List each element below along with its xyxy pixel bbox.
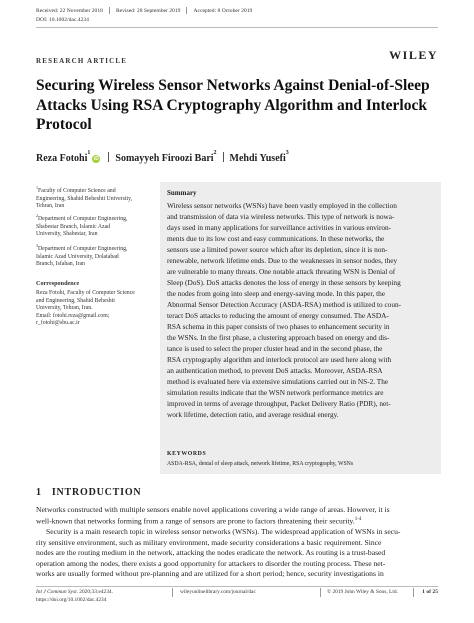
summary-line: improved in terms of average throughput, Packet Delivery Ratio (PDR), net- [167, 399, 391, 408]
affiliation-marker: 2 [213, 150, 217, 156]
body-line: Security is a main research topic in wireless sensor networks (WSNs). The widespread application of WSNs in secu- [46, 527, 401, 537]
journal-name: Int J Commun Syst. [36, 589, 78, 595]
affiliation-line: Branch, Isfahan, Iran [36, 261, 85, 268]
summary-line: are vulnerable to many threats. One notable attack threating WSN is Denial of [167, 267, 396, 276]
keywords-list: ASDA-RSA, denial of sleep attack, network lifetime, RSA cryptography, WSNs [167, 461, 354, 467]
affiliation [36, 184, 158, 211]
divider [186, 7, 187, 14]
summary-line: Wireless sensor networks (WSNs) have been vastly employed in the collection [167, 201, 397, 210]
section-number: 1 [36, 487, 42, 498]
keywords-heading: KEYWORDS [167, 451, 207, 457]
correspondence-email[interactable]: r_fotohi@sbu.ac.ir [36, 320, 80, 327]
affiliation-marker: 3 [36, 243, 38, 248]
summary-line: RSA cryptography algorithm and interlock protocol are used here along with [167, 355, 392, 364]
affiliation [36, 212, 158, 239]
affiliation-line: University, Shabestar, Iran [36, 231, 98, 238]
body-line [36, 515, 442, 527]
copyright: © 2019 John Wiley & Sons, Ltd. [327, 589, 398, 595]
page-number: 1 of 25 [422, 589, 438, 595]
author-name[interactable]: Somayyeh Firoozi Bari [115, 153, 214, 164]
divider [172, 588, 173, 597]
body-line: operation among the nodes, there exists a good opportunity for attackers to disorder the routing process. These net- [36, 558, 386, 568]
affiliation-line: Department of Computer Engineering, [38, 245, 128, 252]
correspondence-line: Reza Fotohi, Faculty of Computer Science [36, 290, 135, 296]
affiliation-line: Shabestar Branch, Islamic Azad [36, 223, 111, 230]
summary-line: and transmission of data via wireless networks. This type of network is nowa- [167, 212, 395, 221]
summary-line: sensors use a limited power source which after its depletion, since it is non- [167, 245, 388, 254]
summary-line: teract DoS attacks to reducing the amount of energy consumed. The ASDA- [167, 311, 389, 320]
correspondence-line: and Engineering, Shahid Beheshti [36, 297, 115, 304]
summary-line: method is evaluated here via extensive simulations carried out in NS-2. The [167, 377, 389, 386]
divider [223, 152, 224, 162]
section-heading [36, 487, 141, 498]
divider [109, 7, 110, 14]
article-dates [36, 7, 252, 14]
correspondence-block [36, 290, 158, 328]
summary-line: an authentication method, to prevent DoS attacks. Moreover, ASDA-RSA [167, 366, 383, 375]
revised-date: Revised: 28 September 2019 [115, 7, 181, 14]
accepted-date: Accepted: 8 October 2019 [193, 7, 253, 14]
citation-ref[interactable]: 1-4 [354, 517, 362, 523]
correspondence-line: University, Tehran, Iran. [36, 305, 93, 312]
divider [413, 588, 414, 597]
affiliation-line: Tehran, Iran [36, 203, 65, 210]
section-title: INTRODUCTION [51, 487, 142, 498]
journal-citation [36, 589, 113, 604]
summary-line: the WSNs. In the first phase, a clustering approach based on energy and dis- [167, 333, 390, 342]
affiliation-marker: 1 [36, 185, 38, 190]
author-name[interactable]: Mehdi Yusefi [229, 153, 286, 164]
body-text [36, 505, 442, 579]
publisher-logo: WILEY [389, 48, 438, 62]
summary-line: RSA schema in this paper consists of two phases to enhancement security in [167, 322, 390, 331]
summary-text [167, 200, 435, 420]
affiliation-line: Department of Computer Engineering, [38, 215, 128, 222]
summary-line: ments due to its low cost and easy communications. In these networks, the [167, 234, 385, 243]
divider [108, 152, 109, 162]
header-rule [36, 27, 438, 28]
affiliation-line: Engineering, Shahid Beheshti University, [36, 195, 133, 202]
summary-line: Sleep (DoS). DoS attacks denotes the loss of energy in these sensors by keeping [167, 278, 401, 287]
divider [320, 588, 321, 597]
article-type: RESEARCH ARTICLE [36, 57, 128, 65]
body-line-text: well-known that networks forming from a range of sensors are prone to factors threatening their security. [36, 516, 355, 526]
affiliation-marker: 2 [36, 213, 38, 218]
orcid-icon[interactable]: iD [93, 156, 99, 162]
received-date: Received: 22 November 2018 [36, 7, 103, 14]
summary-line: work lifetime, detection ratio, and average residual energy. [167, 410, 339, 419]
journal-volume: 2020;33:e4234. [77, 589, 113, 595]
doi[interactable]: DOI: 10.1002/dac.4234 [36, 17, 89, 23]
correspondence-email[interactable]: Email: fotohi.reza@gmail.com; [36, 312, 110, 319]
footer-rule [36, 586, 438, 587]
affiliation-marker: 1 [87, 150, 91, 156]
paper-title: Securing Wireless Sensor Networks Against Denial-of-Sleep Attacks Using RSA Cryptography Algorithm and Interlock Protocol [36, 77, 430, 133]
body-line: works are usually formed without pre-planning and are utilized for a short period; hence, security investigations in [36, 568, 384, 578]
body-line: nodes are the routing medium in the network, attacking the nodes eradicate the network. As routing is a trust-based [36, 548, 386, 558]
summary-line: renewable, network lifetime ends. Due to the weaknesses in sensor nodes, they [167, 256, 398, 265]
summary-line: days used in many applications for surveillance activities in various environ- [167, 223, 392, 232]
author-list [36, 152, 289, 164]
summary-line: tance is used to select the proper cluster head and in the second phase, the [167, 344, 383, 353]
affiliation [36, 242, 158, 269]
body-line: rity sensitive environment, such as military environment, made security considerations a basic requirement. Since [36, 537, 382, 547]
affiliation-line: Islamic Azad University, Dolatabad [36, 253, 119, 260]
author-name[interactable]: Reza Fotohi [36, 153, 88, 164]
summary-line: Abnormal Sensor Detection Accuracy (ASDA-RSA) method is utilized to coun- [167, 300, 402, 309]
journal-site-link[interactable]: wileyonlinelibrary.com/journal/dac [180, 589, 256, 595]
body-line: Networks constructed with multiple sensors enable novel applications covering a wide range of areas. However, it is [36, 505, 390, 514]
affiliation-line: Faculty of Computer Science and [38, 187, 116, 194]
affiliation-marker: 3 [285, 150, 289, 156]
summary-heading: Summary [167, 189, 197, 197]
summary-line: the nodes from going into sleep and energy-saving mode. In this paper, the [167, 289, 386, 298]
correspondence-heading: Correspondence [36, 280, 80, 287]
doi-link[interactable]: https://doi.org/10.1002/dac.4234 [36, 596, 107, 603]
summary-line: simulation results indicate that the WSN network performance metrics are [167, 388, 384, 397]
